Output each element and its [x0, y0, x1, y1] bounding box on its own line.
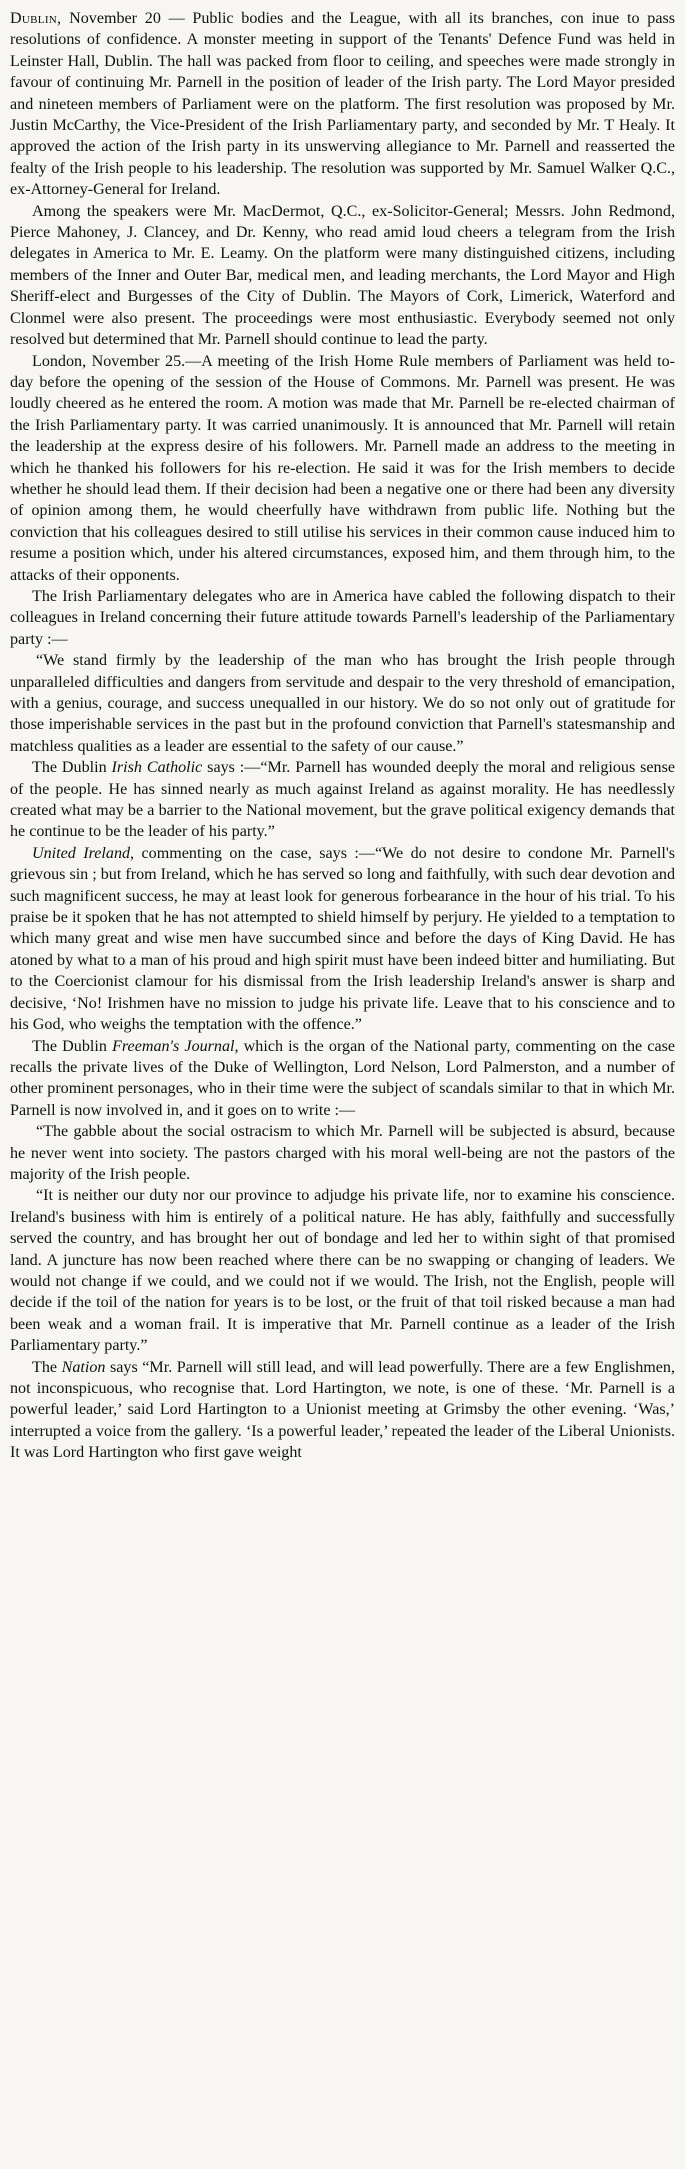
article-paragraph-united-ireland — [10, 843, 675, 1036]
paragraph-text: November 20 — Public bodies and the League, with all its branches, con inue to pass resolutions of confidence. A monster meeting in support of the Tenants' Defence Fund was held in Leinster Hall, Dublin. The hall was packed from floor to ceiling, and speeches were made strongly in favour of continuing Mr. Parnell in the position of leader of the Irish party. The Lord Mayor presided and nineteen members of Parliament were on the platform. The first resolution was proposed by Mr. Justin McCarthy, the Vice-President of the Irish Parliamentary party, and seconded by Mr. T Healy. It approved the action of the Irish party in its unswerving allegiance to Mr. Parnell and reasserted the fealty of the Irish people to his leadership. The resolution was supported by Mr. Samuel Walker Q.C., ex-Attorney-General for Ireland. — [10, 10, 675, 199]
article-paragraph-speakers: Among the speakers were Mr. MacDermot, Q.C., ex-Solicitor-General; Messrs. John Redmond, Pierce Mahoney, J. Clancey, and Dr. Kenny, who read amid loud cheers a telegram from the Irish delegates in America to Mr. E. Leamy. On the platform were many distinguished citizens, including members of the Inner and Outer Bar, medical men, and leading merchants, the Lord Mayor and High Sheriff-elect and Burgesses of the City of Dublin. The Mayors of Cork, Limerick, Waterford and Clonmel were also present. The proceedings were most enthusiastic. Everybody seemed not only resolved but determined that Mr. Parnell should continue to lead the party. — [10, 202, 675, 349]
article-paragraph-freemans-journal — [10, 1036, 675, 1122]
article-paragraph-dublin-meeting — [10, 8, 675, 201]
paragraph-text: says “Mr. Parnell will still lead, and will lead powerfully. There are a few Englishmen, not inconspicuous, who recognise that. Lord Hartington, we note, is one of these. ‘Mr. Parnell is a powerful leader,’ said Lord Hartington to a Unionist meeting at Grimsby the other evening. ‘Was,’ interrupted a voice from the gallery. ‘Is a powerful leader,’ repeated the leader of the Liberal Unionists. It was Lord Hartington who first gave weight — [10, 1358, 675, 1462]
quoted-dispatch: “We stand firmly by the leadership of the man who has brought the Irish people through unparalleled difficulties and dangers from servitude and despair to the very threshold of emancipation, with a genius, courage, and success unequalled in our history. We do so not only out of gratitude for those imperishable services in the past but in the profound conviction that Parnell's statesmanship and matchless qualities as a leader are essential to the safety of our cause.” — [10, 652, 675, 755]
article-paragraph-london-meeting: London, November 25.—A meeting of the Irish Home Rule members of Parliament was held to-day before the opening of the session of the House of Commons. Mr. Parnell was present. He was loudly cheered as he entered the room. A motion was made that Mr. Parnell be re-elected chairman of the Irish Parliamentary party. It was carried unanimously. It is announced that Mr. Parnell will retain the leadership at the express desire of his followers. Mr. Parnell made an address to the meeting in which he thanked his followers for his re-election. He said it was for the Irish members to decide whether he should lead them. If their decision had been a negative one or there had been any diversity of opinion among them, he would cheerfully have withdrawn from public life. Nothing but the conviction that his colleagues desired to still utilise his services in their common cause induced him to resume a position which, under his altered circumstances, exposed him, and them through him, to the attacks of their opponents. — [10, 352, 675, 584]
quoted-passage-duty: “It is neither our duty nor our province to adjudge his private life, nor to examine his conscience. Ireland's business with him is entirely of a political nature. He has ably, faithfully and successfully served the country, and has brought her out of bondage and led her to within sight of that promised land. A juncture has now been reached where there can be no swapping or changing of leaders. We would not change if we could, and we could not if we would. The Irish, not the English, people will decide if the toil of the nation for years is to be lost, or the fruit of that toil risked because a man had been weak and a woman frail. It is imperative that Mr. Parnell continue as a leader of the Irish Parliamentary party.” — [10, 1187, 675, 1355]
paragraph-text: The — [32, 1358, 62, 1376]
dateline: Dublin, — [10, 10, 62, 27]
article-paragraph-american-delegates: The Irish Parliamentary delegates who are in America have cabled the following dispatch to their colleagues in Ireland concerning their future attitude towards Parnell's leadership of the Parliamentary party :— — [10, 587, 675, 648]
article-paragraph-nation — [10, 1357, 675, 1464]
quoted-passage-ostracism: “The gabble about the social ostracism to which Mr. Parnell will be subjected is absurd, because he never went into society. The pastors charged with his moral well-being are not the pastors of the majority of the Irish people. — [10, 1123, 675, 1183]
publication-name: United Ireland — [32, 844, 131, 862]
paragraph-text: The Dublin — [32, 1037, 113, 1055]
paragraph-text: , commenting on the case, says :—“We do not desire to condone Mr. Parnell's grievous sin ; but from Ireland, which he has served so long and faithfully, with such dear devotion and such magnificent success, he may at least look for generous forbearance in the hour of his trial. To his praise be it spoken that he has not attempted to shield himself by perjury. He yielded to a temptation to which many great and wise men have succumbed since and before the days of King David. He has atoned by what to a man of his proud and high spirit must have been indeed bitter and humiliating. But to the Coercionist clamour for his dismissal from the Irish leadership Ireland's answer is sharp and decisive, ‘No! Irishmen have no mission to judge his private life. Leave that to his conscience and to his God, who weighs the temptation with the offence.” — [10, 844, 676, 1034]
publication-name: Freeman's Journal — [112, 1037, 235, 1055]
paragraph-text: The Dublin — [32, 759, 112, 777]
publication-name: Nation — [61, 1358, 106, 1376]
publication-name: Irish Catholic — [111, 759, 203, 777]
paragraph-text: , which is the organ of the National party, commenting on the case recalls the private lives of the Duke of Wellington, Lord Nelson, Lord Palmerston, and a number of other prominent personages, who in their time were the subject of scandals similar to that in which Mr. Parnell is now involved in, and it goes on to write :— — [10, 1037, 675, 1119]
article-paragraph-irish-catholic — [10, 757, 675, 843]
paragraph-text: says :—“Mr. Parnell has wounded deeply the moral and religious sense of the people. He has sinned nearly as much against Ireland as against morality. He has needlessly created what may be a barrier to the National movement, but the grave political exigency demands that he continue to be the leader of his party.” — [10, 759, 675, 841]
